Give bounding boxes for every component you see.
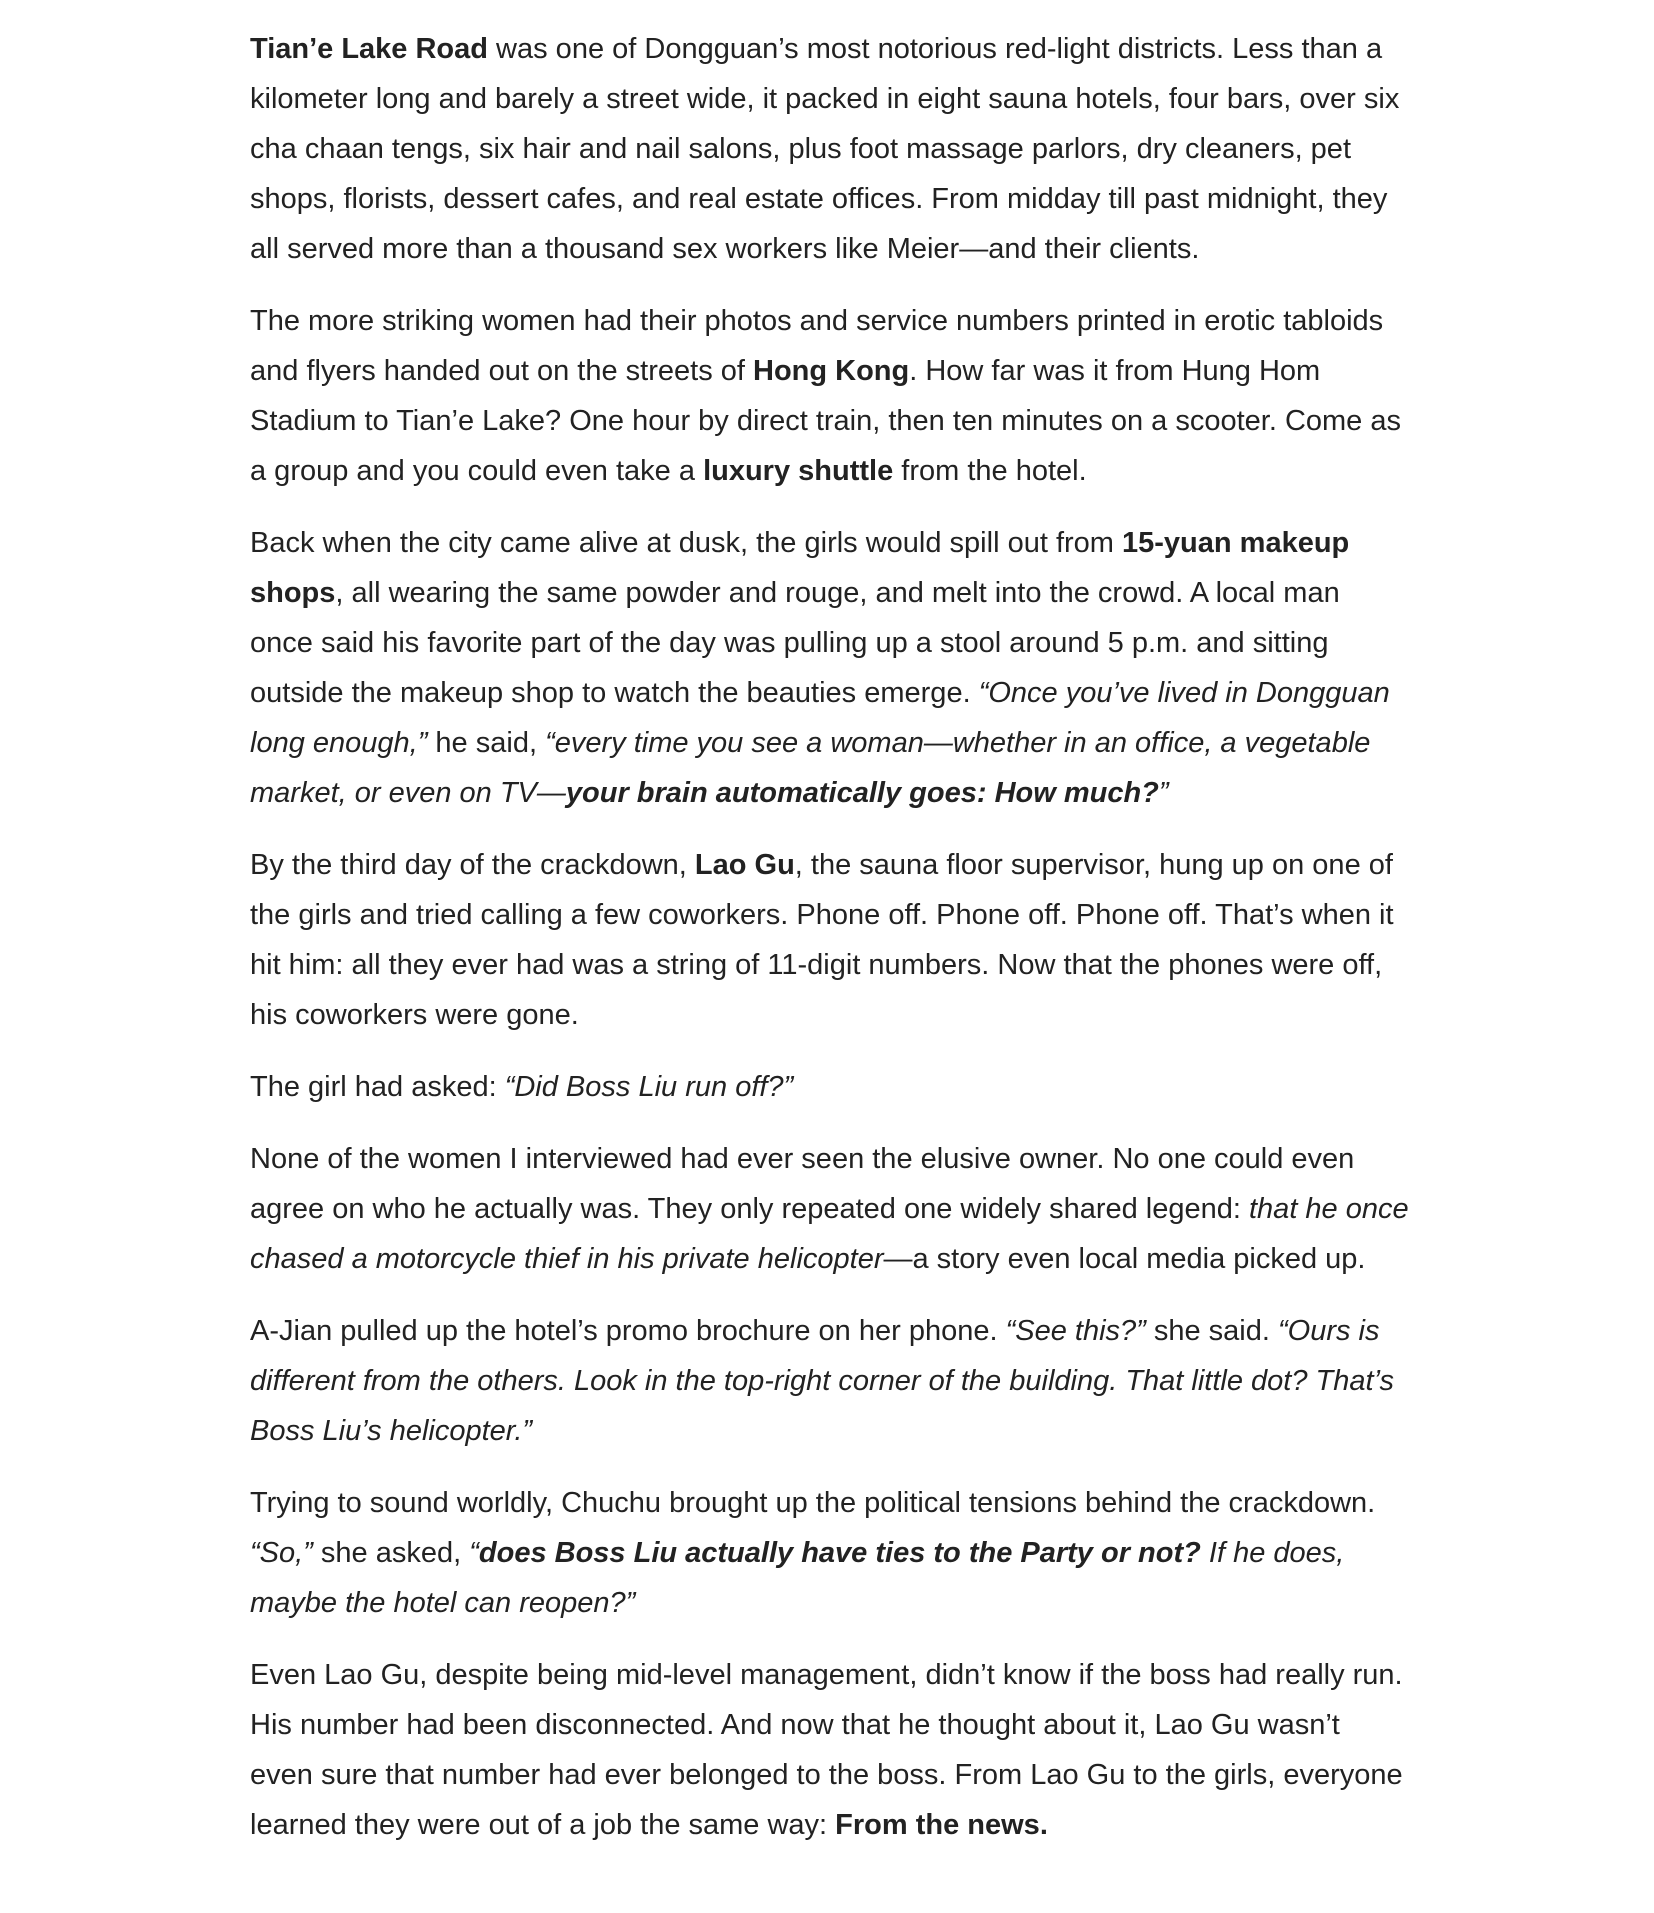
text-run: he said, bbox=[427, 727, 546, 759]
bold-emphasis: luxury shuttle bbox=[703, 455, 894, 487]
text-run: The more striking women had their photos and service numbers printed in erotic tabloids and flyers handed out on the streets of bbox=[250, 305, 1384, 387]
italic-quote: “Did Boss Liu run off?” bbox=[504, 1071, 794, 1103]
italic-quote: ” bbox=[1158, 777, 1169, 809]
italic-quote: “Once you’ve lived in Dongguan long enough,” bbox=[250, 677, 1390, 759]
italic-quote: that he once chased a motorcycle thief in his private helicopter bbox=[250, 1193, 1409, 1275]
text-run: —a story even local media picked up. bbox=[883, 1243, 1366, 1275]
italic-quote: “See this?” bbox=[1005, 1315, 1146, 1347]
bold-italic-quote: your brain automatically goes: How much? bbox=[565, 777, 1159, 809]
text-run: . How far was it from Hung Hom Stadium to Tian’e Lake? One hour by direct train, then ten minutes on a scooter. Come as a group and you could even take a bbox=[250, 355, 1401, 487]
text-run: from the hotel. bbox=[893, 455, 1087, 487]
paragraph-tiane-lake-road bbox=[250, 24, 1410, 274]
italic-quote: “So,” bbox=[250, 1537, 313, 1569]
bold-emphasis: Tian’e Lake Road bbox=[250, 33, 488, 65]
text-run: was one of Dongguan’s most notorious red-light districts. Less than a kilometer long and barely a street wide, it packed in eight sauna hotels, four bars, over six cha chaan tengs, six hair and nail salons, plus foot massage parlors, dry cleaners, pet shops, florists, dessert cafes, and real estate offices. From midday till past midnight, they all served more than a thousand sex workers like Meier—and their clients. bbox=[250, 33, 1400, 265]
bold-emphasis: 15-yuan makeup shops bbox=[250, 527, 1350, 609]
text-run: , the sauna floor supervisor, hung up on one of the girls and tried calling a few coworkers. Phone off. Phone off. Phone off. That’s when it hit him: all they ever had was a string of 11-digit numbers. Now that the phones were off, his coworkers were gone. bbox=[250, 849, 1394, 1031]
text-run: None of the women I interviewed had ever seen the elusive owner. No one could even agree on who he actually was. They only repeated one widely shared legend: bbox=[250, 1143, 1355, 1225]
bold-emphasis: Hong Kong bbox=[753, 355, 910, 387]
bold-emphasis: From the news. bbox=[835, 1809, 1048, 1841]
paragraph-lao-gu-crackdown bbox=[250, 840, 1410, 1040]
paragraph-political-tensions bbox=[250, 1478, 1410, 1628]
text-run: The girl had asked: bbox=[250, 1071, 505, 1103]
text-run: By the third day of the crackdown, bbox=[250, 849, 695, 881]
bold-emphasis: Lao Gu bbox=[694, 849, 795, 881]
text-run: Trying to sound worldly, Chuchu brought up the political tensions behind the crackdown. bbox=[250, 1487, 1376, 1519]
paragraph-hong-kong-tabloids bbox=[250, 296, 1410, 496]
text-run: she said. bbox=[1145, 1315, 1278, 1347]
text-run: , all wearing the same powder and rouge, and melt into the crowd. A local man once said his favorite part of the day was pulling up a stool around 5 p.m. and sitting outside the makeup shop to watch the beauties emerge. bbox=[250, 577, 1340, 709]
text-run: she asked, bbox=[312, 1537, 470, 1569]
paragraph-promo-brochure bbox=[250, 1306, 1410, 1456]
paragraph-elusive-owner bbox=[250, 1134, 1410, 1284]
text-run: A-Jian pulled up the hotel’s promo brochure on her phone. bbox=[250, 1315, 1006, 1347]
paragraph-boss-liu-question bbox=[250, 1062, 1410, 1112]
italic-quote: “Ours is different from the others. Look in the top-right corner of the building. That little dot? That’s Boss Liu’s helicopter.” bbox=[250, 1315, 1394, 1447]
paragraph-from-the-news bbox=[250, 1650, 1410, 1850]
italic-quote: “ bbox=[469, 1537, 479, 1569]
bold-italic-quote: does Boss Liu actually have ties to the Party or not? bbox=[478, 1537, 1201, 1569]
italic-quote: If he does, maybe the hotel can reopen?” bbox=[250, 1537, 1345, 1619]
text-run: Even Lao Gu, despite being mid-level management, didn’t know if the boss had really run. His number had been disconnected. And now that he thought about it, Lao Gu wasn’t even sure that number had ever belonged to the boss. From Lao Gu to the girls, everyone learned they were out of a job the same way: bbox=[250, 1659, 1403, 1841]
paragraph-makeup-shops bbox=[250, 518, 1410, 818]
italic-quote: “every time you see a woman—whether in an office, a vegetable market, or even on TV— bbox=[250, 727, 1371, 809]
article-body bbox=[250, 24, 1410, 1872]
text-run: Back when the city came alive at dusk, the girls would spill out from bbox=[250, 527, 1122, 559]
